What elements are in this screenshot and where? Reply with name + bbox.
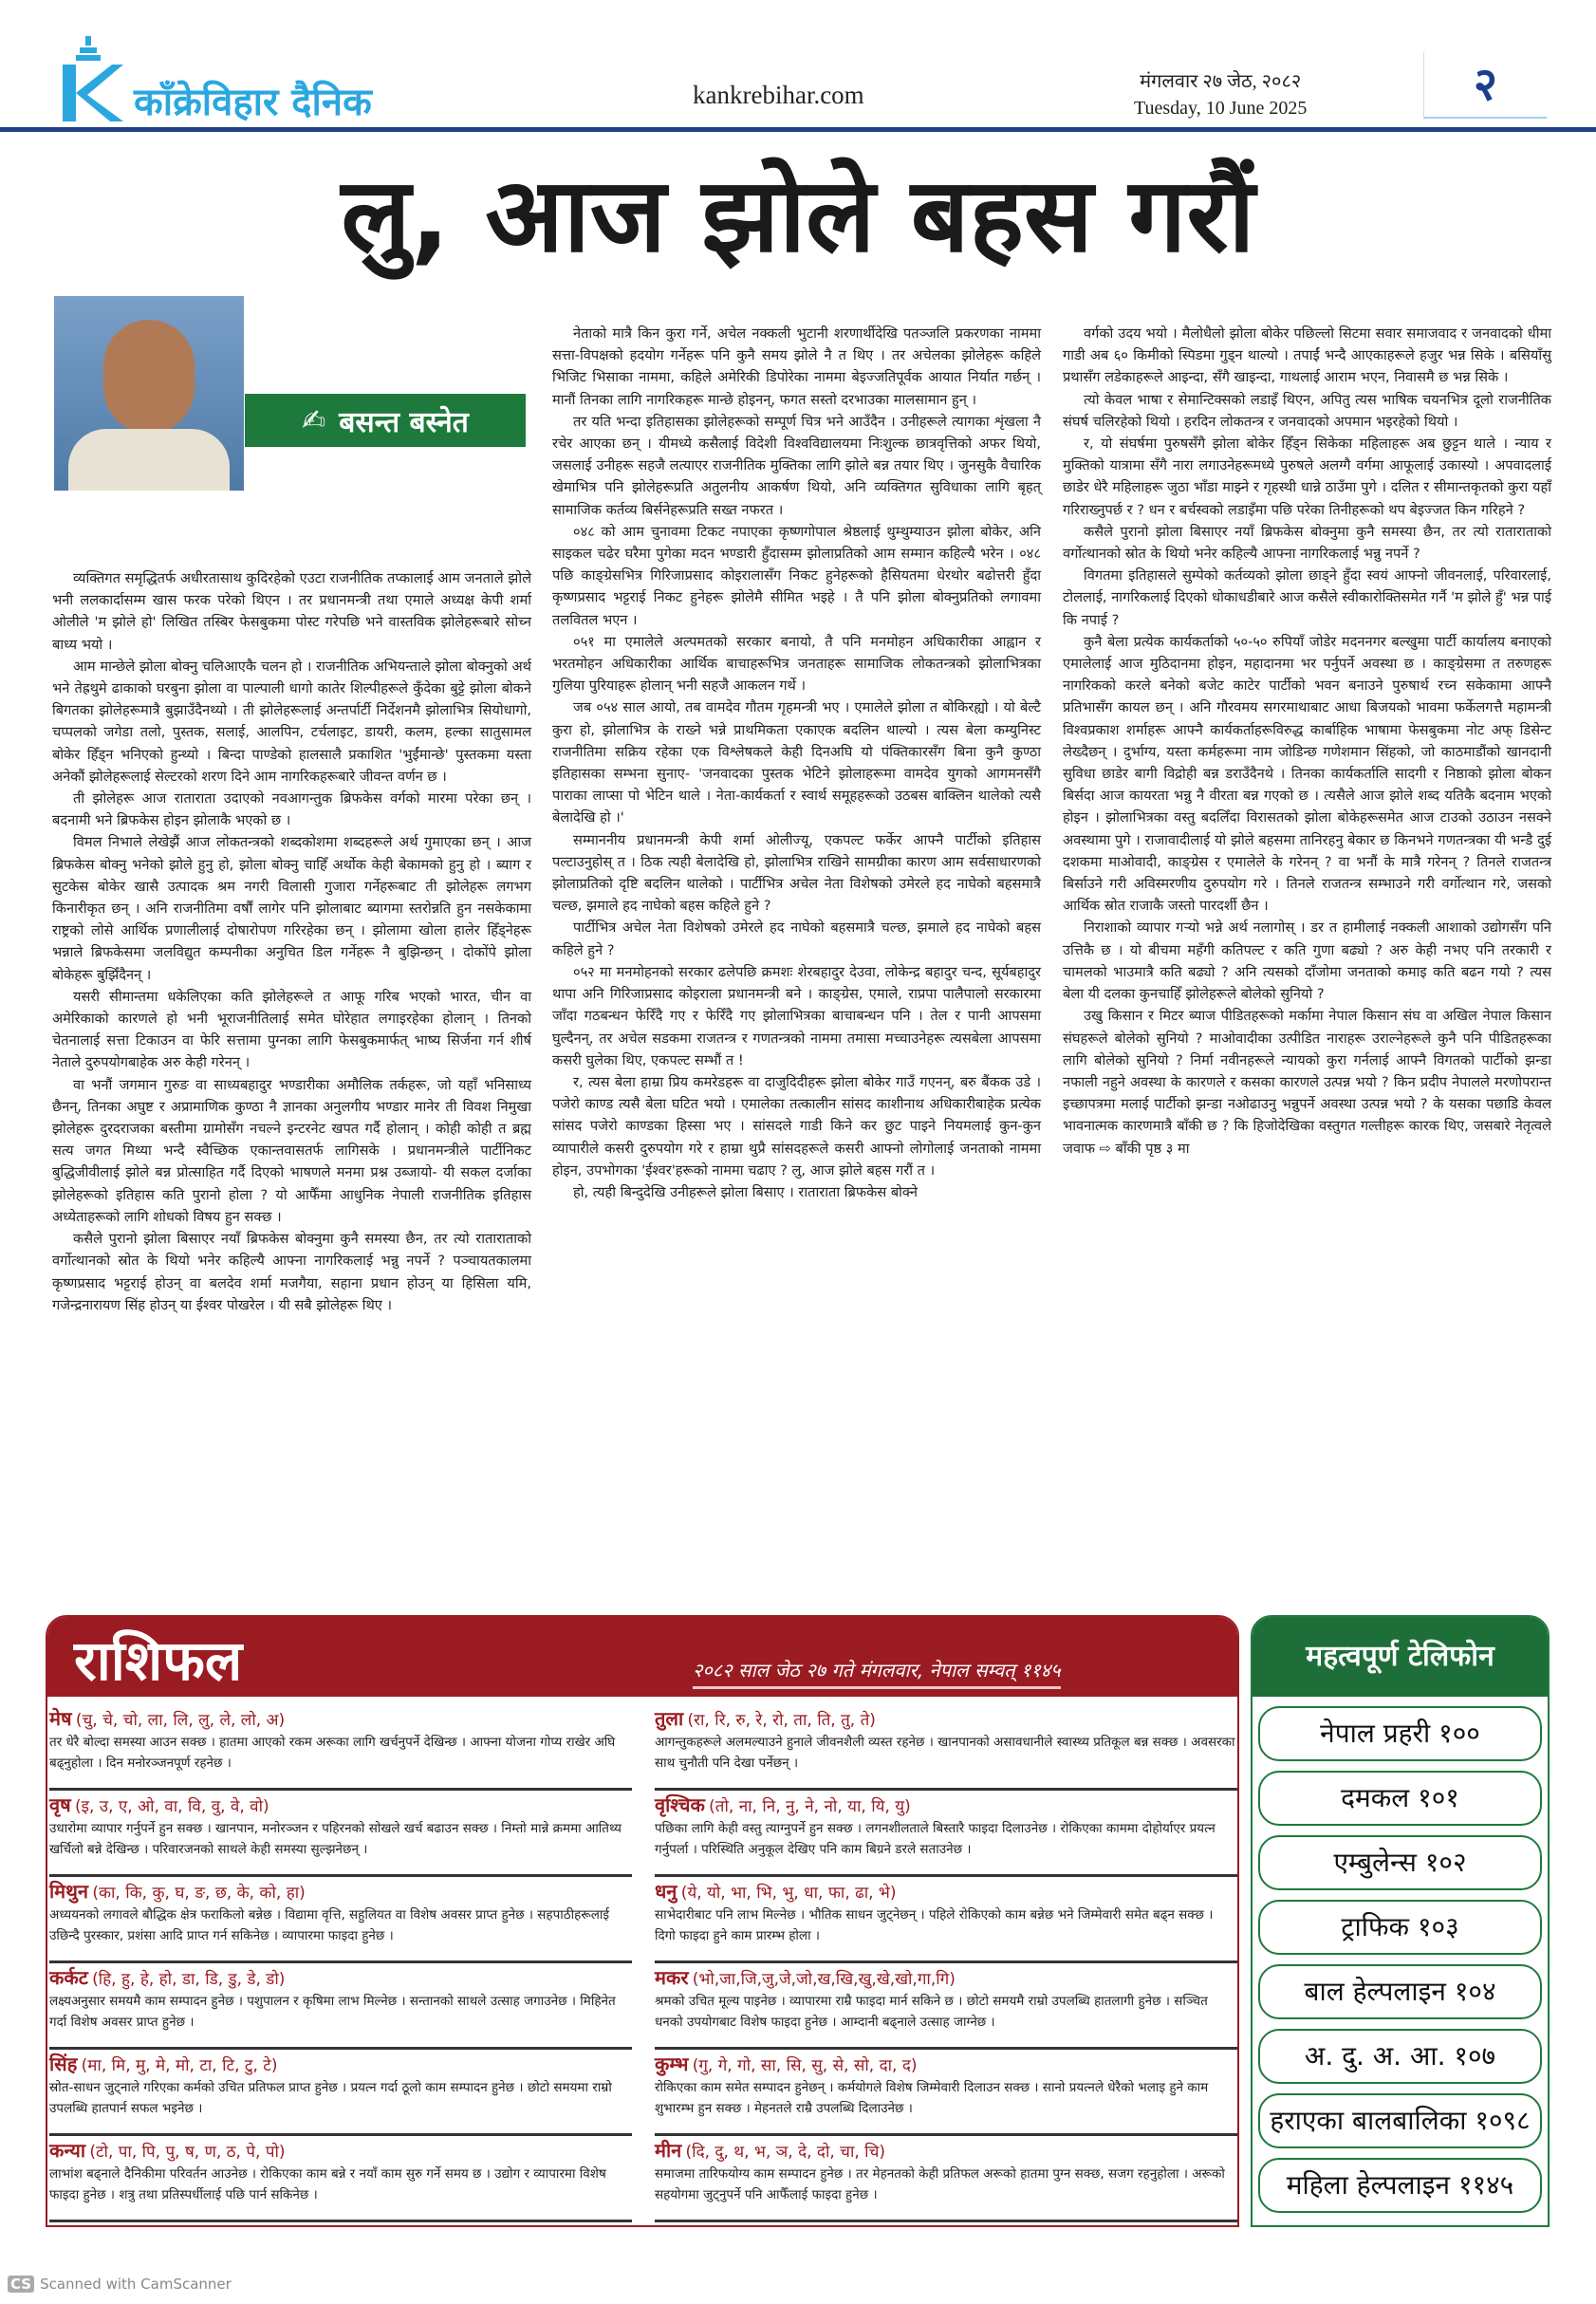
rashi-8 — [49, 2050, 632, 2136]
article-paragraph: वा भनौं जगमान गुरुङ वा साध्यबहादुर भण्डारीका अमौलिक तर्कहरू, जो यहाँ भनिसाध्य छैनन्, तिनका अघुष्ट र अप्रामाणिक कुण्ठा नै ज्ञानका अनुलगीय भण्डार मानेर ती विवश निमुखा झोलेहरू दुरदराजका बस्तीमा ग्रामोसँग नचल्ने इन्टरनेट खपत गर्दै होलान् । कोही कोही त ब्रह्म सत्य जगत मिथ्या भन्दै स्वैच्छिक एकान्तवासतर्फ लागिसके । प्रधानमन्त्रीले पार्टीनिकट बुद्धिजीवीलाई झोले बन्न प्रोत्साहित गर्दै दिएको भाषणले मनमा प्रश्न उब्जायो- यी सकल दर्जाका झोलेहरूको इतिहास कति पुरानो होला ? यो आफैँमा आधुनिक नेपाली राजनीतिक इतिहास अध्येताहरूको लागि शोधको विषय हुन सक्छ । — [52, 1076, 531, 1225]
sign-name: सिंह — [49, 2053, 78, 2075]
masthead-logo — [55, 36, 372, 124]
rashi-6 — [49, 1963, 632, 2050]
sign-name: वृष — [49, 1793, 71, 1816]
phone-section — [1251, 1615, 1550, 2227]
sign-forecast: आगन्तुकहरूले अलमल्याउने हुनाले जीवनशैली व्यस्त रहनेछ । खानपानको असावधानीले स्वास्थ्य प्रतिकूल बन्न सक्छ । अवसरका साथ चुनौती पनि देखा पर्नेछन् । — [655, 1735, 1235, 1771]
sign-letters: (ये, यो, भा, भि, भु, धा, फा, ढा, भे) — [680, 1884, 897, 1903]
sign-name: कन्या — [49, 2139, 86, 2162]
rashi-0 — [49, 1704, 632, 1791]
article-paragraph: वर्गको उदय भयो । मैलोधैलो झोला बोकेर पछिल्लो सिटमा सवार समाजवाद र जनवादको धीमा गाडी अब ६० किमीको स्पिडमा गुड्न थाल्यो । तपाईं भन्दै आएकाहरूले हजुर भन्न सिके । बसियाँसु प्रथासँग लडेकाहरूले आइन्दा, सँगै खाइन्दा, गाथलाई आराम भएन, निवासमै छ भन्न सिके । — [1063, 325, 1551, 386]
date-nepali: मंगलवार २७ जेठ, २०८२ — [1140, 71, 1302, 92]
sign-forecast: लाभांश बढ्नाले दैनिकीमा परिवर्तन आउनेछ । रोकिएका काम बन्ने र नयाँ काम सुरु गर्ने समय छ । उद्योग र व्यापारमा विशेष फाइदा हुनेछ । शत्रु तथा प्रतिस्पर्धीलाई पछि पार्न सकिनेछ । — [49, 2166, 606, 2202]
article-paragraph: हो, त्यही बिन्दुदेखि उनीहरूले झोला बिसाए । राताराता ब्रिफकेस बोक्ने — [573, 1183, 919, 1200]
article-paragraph: र, यो संघर्षमा पुरुषसँगै झोला बोकेर हिँड्न सिकेका महिलाहरू अब छुट्टन थाले । न्याय र मुक्तिको यात्रामा सँगै नारा लगाउनेहरूमध्ये पुरुषले अलग्गै वर्गमा आफूलाई उकास्यो । अपवादलाई छाडेर धेरै महिलाहरू जुठा भाँडा माझ्ने र गृहस्थी धान्ने ठाउँमा पुगे । दलित र सीमान्तकृतको कुरा यहाँ गरिराख्नुपर्छ र ? धन र बर्चस्वको लडाइँमा पछि परेका तिनीहरूको थप बेइज्जत किन गरिहने ? — [1063, 436, 1551, 518]
scanner-watermark — [8, 2276, 232, 2293]
article-paragraph: विमल निभाले लेखेझैं आज लोकतन्त्रको शब्दकोशमा शब्दहरूले अर्थ गुमाएका छन् । आज ब्रिफकेस बोक्नु भनेको झोले हुनु हो, झोला बोक्नु चाहिँ अर्थोक केही बेकामको हुनु हो । ब्याग र सुटकेस बोकेर खासै उत्पादक श्रम नगरी विलासी गुजारा गर्नेहरूबाट ती झोलेहरू लगभग किनारीकृत छन् । अनि राजनीतिमा वर्षौं लागेर पनि झोलाबाट ब्यागमा स्तरोन्नति हुन नसकेकामा राष्ट्रको लोसे आर्थिक प्रणालीलाई दोषारोपण गरिरहेका छन् । झोलामा खोला हालेर हिँड्नेहरू भन्नाले ब्रिफकेसमा जलविद्युत कम्पनीका अनुचित डिल गर्नेहरू नै बुझिन्छन् । दोकोंपे झोला बोकेहरू बुझिँदैनन् । — [52, 834, 531, 983]
sign-name: मेष — [49, 1707, 72, 1730]
article-paragraph: ती झोलेहरू आज राताराता उदाएको नवआगन्तुक ब्रिफकेस वर्गको मारमा परेका छन् । बदनामी भने ब्रिफकेस होइन झोलाकै भएको छ । — [52, 790, 531, 829]
sign-name: मिथुन — [49, 1880, 89, 1903]
article-column-1 — [52, 567, 531, 1316]
article-column-3 — [1063, 323, 1551, 1160]
sign-forecast: साभेदारीबाट पनि लाभ मिल्नेछ । भौतिक साधन जुट्नेछन् । पहिले रोकिएको काम बन्नेछ भने जिम्मेवारी समेत बढ्न सक्छ । दिगो फाइदा हुने काम प्रारम्भ होला । — [655, 1907, 1214, 1943]
phone-number-item: अ. दु. अ. आ. १०७ — [1258, 2029, 1542, 2084]
rashifal-date: २०८२ साल जेठ २७ गते मंगलवार, नेपाल सम्वत् ११४५ — [693, 1657, 1061, 1689]
article-paragraph: ०४८ को आम चुनावमा टिकट नपाएका कृष्णगोपाल श्रेष्ठलाई थुम्थुम्याउन झोला बोकेर, अनि साइकल चढेर घरैमा पुगेका मदन भण्डारी हुँदासम्म झोलाप्रतिको आम सम्मान कहिल्यै भरेन । ०४८ पछि काङ्ग्रेसभित्र गिरिजाप्रसाद कोइरालासँग निकट हुनेहरूको हैसियतमा धेरथोर बढोत्तरी हुँदा कृष्णप्रसाद भट्टराई निकट हुनेहरू झोलेमै सीमित भइहे । तै पनि झोला बोक्नुप्रतिको लगावमा तलवितल भएन । — [552, 523, 1041, 628]
rashi-5 — [655, 1877, 1237, 1963]
article-paragraph: तर यति भन्दा इतिहासका झोलेहरूको सम्पूर्ण चित्र भने आउँदैन । उनीहरूले त्यागका शृंखला नै रचेर आएका छन् । यीमध्ये कसैलाई विदेशी विश्वविद्यालयमा निःशुल्क छात्रवृत्तिको अफर थियो, जसलाई उनीहरू सहजै लत्याएर राजनीतिक मुक्तिका लागि झोले बन्न तयार थिए । जुनसुकै वैचारिक खेमाभित्र पनि झोलेहरूप्रति अतुलनीय आकर्षण थियो, अनि व्यक्तिगत सुविधाका लागि बृहत् सामाजिक कर्तव्य बिर्सनेहरूप्रति सख्त नफरत । — [552, 413, 1041, 518]
phone-number-item: नेपाल प्रहरी १०० — [1258, 1706, 1542, 1761]
rashifal-grid — [47, 1697, 1237, 2222]
sign-name: धनु — [655, 1880, 677, 1903]
sign-letters: (भो,जा,जि,जु,जे,जो,ख,खि,खु,खे,खो,गा,गि) — [692, 1970, 956, 1989]
article-paragraph: विगतमा इतिहासले सुम्पेको कर्तव्यको झोला छाड्ने हुँदा स्वयं आफ्नो जीवनलाई, परिवारलाई, टोललाई, नागरिकलाई दिएको धोकाधडीबारे आज कसैले स्वीकारोक्तिसमेत गर्नै 'म झोले हुँ' भन्न पाई कि नपाई ? — [1063, 567, 1551, 628]
sign-letters: (का, कि, कु, घ, ङ, छ, के, को, हा) — [92, 1884, 306, 1903]
rashi-2 — [49, 1791, 632, 1877]
rashi-9 — [655, 2050, 1237, 2136]
sign-forecast: अध्ययनको लगावले बौद्धिक क्षेत्र फराकिलो बन्नेछ । विद्यामा वृत्ति, सहुलियत वा विशेष अवसर प्राप्त हुनेछ । सहपाठीहरूलाई उछिन्दै पुरस्कार, प्रशंसा आदि प्राप्त गर्न सकिनेछ । व्यापारमा फाइदा हुनेछ । — [49, 1907, 610, 1943]
pen-icon: ✍ — [302, 403, 326, 437]
sign-letters: (दि, दु, थ, भ, ञ, दे, दो, चा, चि) — [685, 2143, 886, 2162]
phone-number-item: महिला हेल्पलाइन ११४५ — [1258, 2158, 1542, 2213]
temple-logo-icon — [55, 36, 126, 121]
sign-name: तुला — [655, 1707, 684, 1730]
rashi-10 — [49, 2136, 632, 2222]
article-paragraph: जब ०५४ साल आयो, तब वामदेव गौतम गृहमन्त्री भए । एमालेले झोला त बोकिरह्यो । यो बेल्टै कुरा हो, झोलाभित्र के राख्ने भन्ने प्राथमिकता एकाएक बदलिन थाल्यो । त्यस बेला कम्युनिस्ट राजनीतिमा सक्रिय रहेका एक विश्लेषकले केही दिनअघि यो पंक्तिकारसँग बिना कुनै कुण्ठा इतिहासका सम्भना सुनाए- 'जनवादका पुस्तक भेटिने झोलाहरूमा वामदेव युगको आगमनसँगै पाराका लाप्सा पो भेटिन थाले । नेता-कार्यकर्ता र स्वार्थ समूहहरूको उठबस बाक्लिन थालेको त्यसै बेलादेखि हो ।' — [552, 699, 1041, 827]
article-paragraph: निराशाको व्यापार गर्‍यो भन्ने अर्थ नलागोस् । डर त हामीलाई नक्कली आशाको उद्योगसँग पनि उत्तिकै छ । यो बीचमा महँगी कतिपल्ट र कति गुणा बढ्यो ? अरु केही नभए पनि तरकारी र चामलको भाउमात्रै कति बढ्यो ? अनि त्यसको दाँजोमा जनताको कमाइ कति बढन गयो ? त्यस बेला यी दलका कुनचाहिँ झोलेहरूले बोलेको सुनियो ? — [1063, 920, 1551, 1003]
sign-forecast: तर धेरै बोल्दा समस्या आउन सक्छ । हातमा आएको रकम अरूका लागि खर्चनुपर्ने देखिन्छ । आफ्ना योजना गोप्य राखेर अघि बढ्नुहोला । दिन मनोरञ्जनपूर्ण रहनेछ । — [49, 1735, 616, 1771]
article-paragraph: कसैले पुरानो झोला बिसाएर नयाँ ब्रिफकेस बोक्नुमा कुनै समस्या छैन, तर त्यो राताराताको वर्गोत्थानको स्रोत के थियो भनेर कहिल्यै आफ्ना नागरिकलाई भन्नु नपर्ने ? — [1063, 523, 1551, 563]
website[interactable]: kankrebihar.com — [693, 81, 864, 109]
article-paragraph: ०५१ मा एमालेले अल्पमतको सरकार बनायो, तै पनि मनमोहन अधिकारीका आह्वान र भरतमोहन अधिकारीका आर्थिक बाचाहरूभित्र जनताहरू सामाजिक लोकतन्त्रको झोलाभित्रका गुलिया पुरियाहरू होलान् भनी सहजै आकलन गर्थे । — [552, 633, 1041, 695]
masthead-name: काँक्रेविहार दैनिक — [134, 81, 372, 124]
sign-letters: (गु, गे, गो, सा, सि, सु, से, सो, दा, द) — [692, 2056, 918, 2075]
rashi-1 — [655, 1704, 1237, 1791]
sign-letters: (इ, उ, ए, ओ, वा, वि, वु, वे, वो) — [74, 1797, 269, 1816]
article-paragraph: कसैले पुरानो झोला बिसाएर नयाँ ब्रिफकेस बोक्नुमा कुनै समस्या छैन, तर त्यो राताराताको वर्गोत्थानको स्रोत के थियो भनेर कहिल्यै आफ्ना नागरिकलाई भन्नु नपर्ने ? पञ्चायतकालमा कृष्णप्रसाद भट्टराई होउन् वा बलदेव शर्मा मजगैया, सहाना प्रधान होउन् या हिसिला यमि, गजेन्द्रनारायण सिंह होउन् या ईश्वर पोखरेल । यी सबै झोलेहरू थिए । — [52, 1231, 531, 1313]
author-photo — [54, 296, 244, 491]
rashifal-title: राशिफल — [74, 1628, 243, 1693]
sign-forecast: श्रमको उचित मूल्य पाइनेछ । व्यापारमा राम्रै फाइदा मार्न सकिने छ । छोटो समयमै राम्रो उपलब्धि हातलागी हुनेछ । सञ्चित धनको उपयोगबाट विशेष फाइदा हुनेछ । आम्दानी बढ्नाले उत्साह जाग्नेछ । — [655, 1994, 1208, 2030]
issue-date — [1134, 68, 1307, 121]
rashi-11 — [655, 2136, 1237, 2222]
sign-letters: (तो, ना, नि, नु, ने, नो, या, यि, यु) — [709, 1797, 911, 1816]
sign-name: मकर — [655, 1966, 689, 1989]
article-paragraph: आम मान्छेले झोला बोक्नु चलिआएकै चलन हो । राजनीतिक अभियन्ताले झोला बोक्नुको अर्थ भने तेह्रथुमे ढाकाको घरबुना झोला वा पाल्पाली धागो कातेर शिल्पीहरूले कुँदेका बुट्टे झोला बोकने बिगतका झोलेहरूमात्रै बुझाउँदैनथ्यो । ती झोलेहरूलाई अन्तर्पार्टी निर्देशनमै झोलाभित्र सियोधागो, चप्पलको जगेडा तलो, पुस्तक, सलाई, आलपिन, टर्चलाइट, डायरी, कलम, हल्का सातुसामल बोकेर हिँड्न भनिएको हुन्थ्यो । बिन्दा पाण्डेको हालसालै प्रकाशित 'भुईंमान्छे' पुस्तकमा यस्ता अनेकौं झोलेहरूलाई सेल्टरको शरण दिने आम नागरिकहरूबारे जीवन्त वर्णन छ । — [52, 658, 531, 785]
sign-letters: (टो, पा, पि, पु, ष, ण, ठ, पे, पो) — [89, 2143, 286, 2162]
camscanner-text: Scanned with CamScanner — [40, 2276, 232, 2293]
rashi-7 — [655, 1963, 1237, 2050]
phone-number-item: दमकल १०१ — [1258, 1771, 1542, 1826]
sign-forecast: पछिका लागि केही वस्तु त्याग्नुपर्ने हुन सक्छ । लगनशीलताले बिस्तारै फाइदा दिलाउनेछ । रोकिएका काममा दोहोर्याएर प्रयत्न गर्नुपर्ला । परिस्थिति अनुकूल देखिए पनि काम बिग्रने डरले सताउनेछ । — [655, 1821, 1216, 1857]
headline: लु, आज झोले बहस गरौं — [341, 157, 1255, 275]
header-divider — [0, 127, 1596, 132]
sign-letters: (मा, मि, मु, मे, मो, टा, टि, टु, टे) — [81, 2056, 278, 2075]
rashifal-section — [46, 1615, 1239, 2227]
article-paragraph: यसरी सीमान्तमा धकेलिएका कति झोलेहरूले त आफू गरिब भएको भारत, चीन वा अमेरिकाको कारणले हो भनी भूराजनीतिलाई समेत घोरेहात लगाइरहेका होलान् । तिनको चेतनालाई सत्ता टिकाउन वा फेरि सत्तामा पुग्नका लागि फेसबुकमार्फत् भाष्य सिर्जना गर्न शीर्ष नेताले दुरुपयोगबाहेक अरु केही गरेनन् । — [52, 988, 531, 1071]
sign-letters: (चु, चे, चो, ला, लि, लु, ले, लो, अ) — [75, 1711, 286, 1730]
phone-title: महत्वपूर्ण टेलिफोन — [1253, 1617, 1548, 1697]
author-byline — [245, 394, 526, 447]
sign-name: कुम्भ — [655, 2053, 689, 2075]
page-number: २ — [1423, 52, 1547, 119]
article-paragraph: ०५२ मा मनमोहनको सरकार ढलेपछि क्रमशः शेरबहादुर देउवा, लोकेन्द्र बहादुर चन्द, सूर्यबहादुर थापा अनि गिरिजाप्रसाद कोइराला प्रधानमन्त्री बने । काङ्ग्रेस, एमाले, राप्रपा पालैपालो सरकारमा जाँदा गठबन्धन फेरिँदै गए र फेरिँदै गए झोलाभित्रका बाचाबन्धन पनि । तेल र पानी आपसमा घुल्दैनन्, तर अचेल सडकमा राजतन्त्र र गणतन्त्रको नाममा तमासा मच्चाउनेहरू त्यसबेला आपसमा कसरी घुलेका थिए, एकपल्ट सम्भौं त ! — [552, 963, 1041, 1068]
sign-letters: (हि, हु, हे, हो, डा, डि, डु, डे, डो) — [92, 1970, 286, 1989]
article-paragraph: कुनै बेला प्रत्येक कार्यकर्ताको ५०-५० रुपियाँ जोडेर मदननगर बल्खुमा पार्टी कार्यालय बनाएको एमालेलाई आज मुठिदानमा होइन, महादानमा भर पर्नुपर्ने अवस्था छ । काङ्ग्रेसमा त तरुणहरू नागरिकको करले बनेको बजेट काटेर पार्टीको भवन बनाउने पुरुषार्थ रच्न सकेकामा आफ्नै प्रतिभासँग कायल छन् । अनि गौरवमय सगरमाथाबाट आधा बिजयको भावमा फर्केलगत्तै महामन्त्री विश्वप्रकाश शर्माहरू आफ्नै कार्यकर्ताहरूविरुद्ध कार्बाहिक भाषामा फेसबुकमा नोट अफ् डिसेन्ट लेख्दैछन् । दुर्भाग्य, यस्ता कर्महरूमा नाम जोडिन्छ गणेशमान सिंहको, जो काठमाडौंको खानदानी सुविधा छाडेर बागी विद्रोही बन्न डराउँदैनथे । तिनका कार्यकर्तालि सादगी र निष्ठाको झोला बोकन बिर्सदा आज कायरता भन्नु नै वीरता बन्न गएको छ । त्यसैले आज झोले शब्द यतिकै बदनाम भएको होइन । झोलाभित्रका वस्तु बदलिँदा विरासतको झोला बोकेहरूसमेत आज टाउको उठाउन नसक्ने अवस्थामा पुगे । राजावादीलाई यो झोले बहसमा तानिरहनु बेकार छ किनभने गणतन्त्रका यी भन्डै दुई दशकमा माओवादी, काङ्ग्रेस र एमालेले के गरेनन् ? वा भनौं के मात्रै गरेनन् ? तिनले राजतन्त्र बिर्साउने गरी अविस्मरणीय दुरुपयोग गरे । तिनले राजतन्त्र सम्भाउने गरी वर्गोत्थान गरे, जसको आर्थिक स्रोत राजाकै जस्तो पारदर्शी छैन । — [1063, 633, 1551, 915]
phone-number-item: ट्राफिक १०३ — [1258, 1900, 1542, 1955]
phone-number-item: हराएका बालबालिका १०९८ — [1258, 2093, 1542, 2148]
rashi-3 — [655, 1791, 1237, 1877]
phone-number-item: एम्बुलेन्स १०२ — [1258, 1835, 1542, 1890]
sign-forecast: रोकिएका काम समेत सम्पादन हुनेछन् । कर्मयोगले विशेष जिम्मेवारी दिलाउन सक्छ । सानो प्रयत्नले धेरैको भलाइ हुने काम शुभारम्भ हुन सक्छ । मेहनतले राम्रै उपलब्धि दिलाउनेछ । — [655, 2080, 1209, 2116]
sign-name: मीन — [655, 2139, 682, 2162]
sign-name: कर्कट — [49, 1966, 88, 1989]
phone-number-item: बाल हेल्पलाइन १०४ — [1258, 1964, 1542, 2019]
article-paragraph: व्यक्तिगत समृद्धितर्फ अधीरतासाथ कुदिरहेको एउटा राजनीतिक तप्कालाई आम जनताले झोले भनी ललकार्दासम्म खास फरक परेको थिएन । तर प्रधानमन्त्री तथा एमाले अध्यक्ष केपी शर्मा ओलीले 'म झोले हो' लिखित तस्बिर फेसबुकमा पोस्ट गरेपछि भने वास्तविक झोलेहरूबारे सोच्न बाध्य भयो । — [52, 570, 531, 653]
rashi-4 — [49, 1877, 632, 1963]
article-paragraph: नेताको मात्रै किन कुरा गर्ने, अचेल नक्कली भुटानी शरणार्थीदेखि पतञ्जलि प्रकरणका नाममा सत्ता-विपक्षको हदयोग गर्नेहरू पनि कुनै समय झोले नै त थिए । तर अचेलका झोलेहरू कहिले भिजिट भिसाका नाममा, कहिले अमेरिकी डिपोरेका नाममा बेइज्जतिपूर्वक आयात निर्यात गर्छन् । मानौं तिनका लागि नागरिकहरू मान्छे होइनन्, फगत सस्तो दरभाउका मालसामान हुन् । — [552, 325, 1041, 408]
sign-forecast: स्रोत-साधन जुट्नाले गरिएका कर्मको उचित प्रतिफल प्राप्त हुनेछ । प्रयत्न गर्दा ठूलो काम सम्पादन हुनेछ । छोटो समयमा राम्रो उपलब्धि हातपार्न सफल भइनेछ । — [49, 2080, 612, 2116]
sign-forecast: समाजमा तारिफयोग्य काम सम्पादन हुनेछ । तर मेहनतको केही प्रतिफल अरूको हातमा पुग्न सक्छ, सजग रहनुहोला । अरूको सहयोगमा जुट्नुपर्ने पनि आफैँलाई फाइदा हुनेछ । — [655, 2166, 1225, 2202]
article-paragraph: उखु किसान र मिटर ब्याज पीडितहरूको मर्कामा नेपाल किसान संघ वा अखिल नेपाल किसान संघहरूले बोलेको सुनियो ? माओवादीका उत्पीडित नाराहरू उराल्नेहरूले कुनै पनि पीडितहरूका लागि बोलेको सुनियो ? निर्मा नवीनहरूले न्यायको कुरा गर्नलाई आफ्नै विगतको पार्टीको झन्डा नफाली नहुने अवस्था के कारणले र कसका कारणले उत्पन्न भयो ? किन प्रदीप नेपालले मरणोपरान्त इच्छापत्रमा मलाई पार्टीको झन्डा नओढाउनु भन्नुपर्ने अवस्था उत्पन्न भयो ? के यसका पछाडि केवल भावनात्मक कारणमात्रै बाँकी छ ? कि हिजोदेखिका वस्तुगत गल्तीहरू कारक थिए, जसबारे नेतृत्वले जवाफ ⇨ बाँकी पृष्ठ ३ मा — [1063, 1008, 1551, 1157]
sign-forecast: लक्ष्यअनुसार समयमै काम सम्पादन हुनेछ । पशुपालन र कृषिमा लाभ मिल्नेछ । सन्तानको साथले उत्साह जगाउनेछ । मिहिनेत गर्दा विशेष अवसर प्राप्त हुनेछ । — [49, 1994, 616, 2030]
author-name: बसन्त बस्नेत — [339, 405, 469, 439]
camscanner-badge: CS — [8, 2276, 34, 2293]
article-paragraph: र, त्यस बेला हाम्रा प्रिय कमरेडहरू वा दाजुदिदीहरू झोला बोकेर गाउँ गएनन्, बरु बैंकक उडे । पजेरो काण्ड त्यसै बेला घटित भयो । एमालेका तत्कालीन सांसद काशीनाथ अधिकारीबाहेक प्रत्येक सांसद पजेरो काण्डका हिस्सा भए । सांसदले गाडी किने कर छुट पाइने नियमलाई कुन-कुन व्यापारीले कसरी दुरुपयोग गरे र हाम्रा थुप्रै सांसदहरूले कसरी आफ्नो लोगोलाई जनताको नाममा होइन, उपभोगका 'ईश्वर'हरूको नाममा चढाए ? लु, आज झोले बहस गरौं त । — [552, 1073, 1041, 1179]
article-column-2 — [552, 323, 1041, 1203]
sign-forecast: उधारोमा व्यापार गर्नुपर्ने हुन सक्छ । खानपान, मनोरञ्जन र पहिरनको सोखले खर्च बढाउन सक्छ । निम्तो मान्ने क्रममा आतिथ्य खर्चिलो बन्ने देखिन्छ । परिवारजनको साथले केही समस्या सुल्झनेछन् । — [49, 1821, 622, 1857]
article-paragraph: पार्टीभित्र अचेल नेता विशेषको उमेरले हद नाघेको बहसमात्रै चल्छ, झमाले हद नाघेको बहस कहिले हुने ? — [552, 920, 1041, 958]
date-english: Tuesday, 10 June 2025 — [1134, 98, 1308, 119]
article-paragraph: त्यो केवल भाषा र सेमान्टिक्सको लडाइँ थिएन, अपितु त्यस भाषिक चयनभित्र दूलो राजनीतिक संघर्ष चलिरहेको थियो । हरदिन लोकतन्त्र र जनवादको अपमान भइरहेको थियो । — [1063, 391, 1551, 430]
article-paragraph: सम्माननीय प्रधानमन्त्री केपी शर्मा ओलीज्यू, एकपल्ट फर्केर आफ्नै पार्टीको इतिहास पल्टाउनुहोस् त । ठिक त्यही बेलादेखि हो, झोलाभित्र राखिने सामग्रीका कारण आम सर्वसाधारणको झोलाप्रतिको दृष्टि बदलिन थालेको । पार्टीभित्र अचेल नेता विशेषको उमेरले हद नाघेको बहसमात्रै चल्छ, झमाले हद नाघेको बहस कहिले हुने ? — [552, 831, 1041, 915]
sign-letters: (रा, रि, रु, रे, रो, ता, ति, तु, ते) — [687, 1711, 876, 1730]
sign-name: वृश्चिक — [655, 1793, 705, 1816]
